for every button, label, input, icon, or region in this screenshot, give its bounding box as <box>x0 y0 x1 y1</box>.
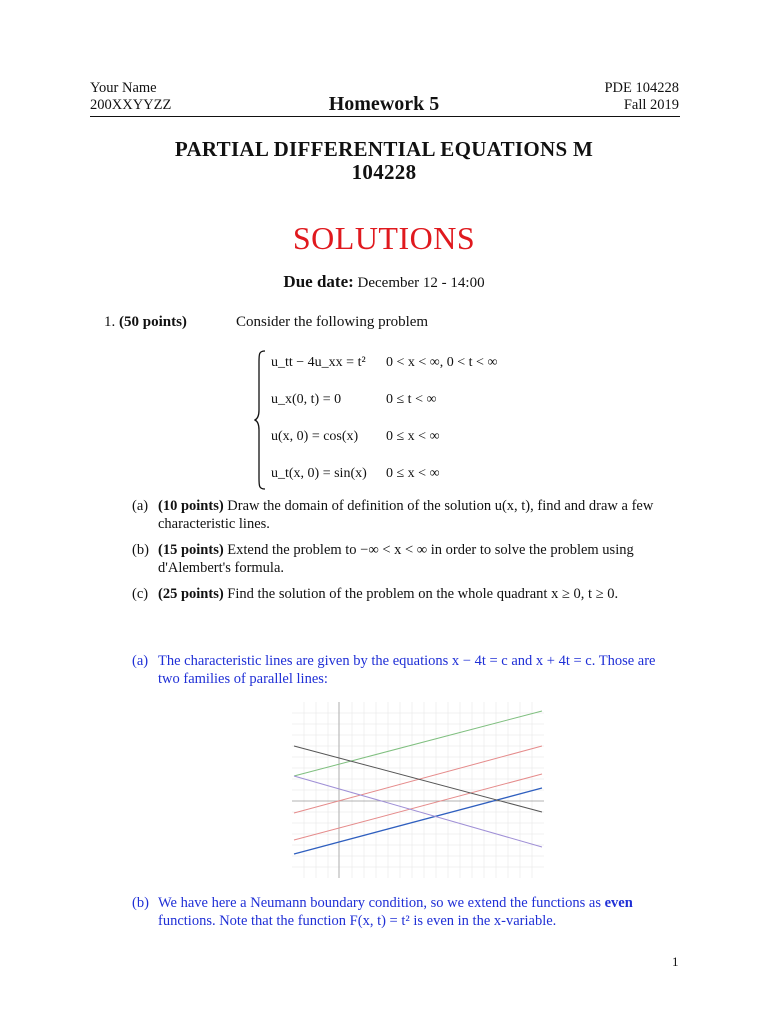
part-a-points: (10 points) <box>158 498 224 514</box>
term: Fall 2019 <box>623 97 679 113</box>
grid <box>292 702 544 878</box>
line-purple <box>294 776 542 847</box>
course-title-line2: 104228 <box>351 160 417 184</box>
system-brace <box>254 350 266 490</box>
answer-b-emph: even <box>604 895 633 911</box>
system-eq-4: u_t(x, 0) = sin(x) <box>271 466 367 481</box>
part-c <box>132 585 680 607</box>
part-a-label: (a) <box>132 498 149 514</box>
due-date <box>0 272 768 292</box>
part-c-points: (25 points) <box>158 586 224 602</box>
answer-b-text-before: We have here a Neumann boundary condition, so we extend the functions as <box>158 895 601 911</box>
line-green <box>294 711 542 776</box>
solutions-heading: SOLUTIONS <box>292 220 476 256</box>
part-a-text: Draw the domain of definition of the solution u(x, t), find and draw a few characteristic lines. <box>158 498 654 532</box>
due-label: Due date: <box>283 272 354 291</box>
student-name: Your Name <box>90 80 157 96</box>
course-title-line1: PARTIAL DIFFERENTIAL EQUATIONS M <box>174 137 594 161</box>
student-id: 200XXYYZZ <box>90 97 172 113</box>
part-a <box>132 497 680 537</box>
answer-a <box>132 652 680 692</box>
due-value: December 12 - 14:00 <box>357 275 485 291</box>
question-points: (50 points) <box>119 314 187 330</box>
system-domain-4: 0 ≤ x < ∞ <box>386 466 440 481</box>
answer-b-text-after: functions. Note that the function F(x, t) = t² is even in the x-variable. <box>158 913 557 929</box>
homework-title: Homework 5 <box>328 93 440 115</box>
system-eq-3: u(x, 0) = cos(x) <box>271 429 359 444</box>
system-domain-2: 0 ≤ t < ∞ <box>386 392 437 407</box>
part-c-text: Find the solution of the problem on the whole quadrant x ≥ 0, t ≥ 0. <box>227 586 619 602</box>
part-b-text: Extend the problem to −∞ < x < ∞ in order to solve the problem using d'Alembert's formula. <box>158 542 634 576</box>
line-red-lower <box>294 774 542 840</box>
part-c-label: (c) <box>132 586 149 602</box>
part-b <box>132 541 680 581</box>
page-number: 1 <box>672 954 679 969</box>
header-rule <box>90 116 680 117</box>
system-eq-2: u_x(0, t) = 0 <box>271 392 342 407</box>
answer-a-text: The characteristic lines are given by the equations x − 4t = c and x + 4t = c. Those are two families of parallel lines: <box>158 653 656 687</box>
system-domain-3: 0 ≤ x < ∞ <box>386 429 440 444</box>
answer-b-label: (b) <box>132 895 149 911</box>
line-blue <box>294 788 542 854</box>
question-1-header <box>104 314 429 331</box>
part-b-label: (b) <box>132 542 149 558</box>
header-right <box>604 80 679 114</box>
system-domain-1: 0 < x < ∞, 0 < t < ∞ <box>386 355 498 370</box>
characteristics-figure <box>292 702 544 878</box>
system-eq-1: u_tt − 4u_xx = t² <box>271 355 366 370</box>
course-code: PDE 104228 <box>604 80 679 96</box>
answer-b <box>132 894 680 934</box>
part-b-points: (15 points) <box>158 542 224 558</box>
answer-a-label: (a) <box>132 653 149 669</box>
question-statement: Consider the following problem <box>236 314 429 330</box>
question-number: 1. <box>104 314 116 330</box>
course-title <box>0 138 768 184</box>
